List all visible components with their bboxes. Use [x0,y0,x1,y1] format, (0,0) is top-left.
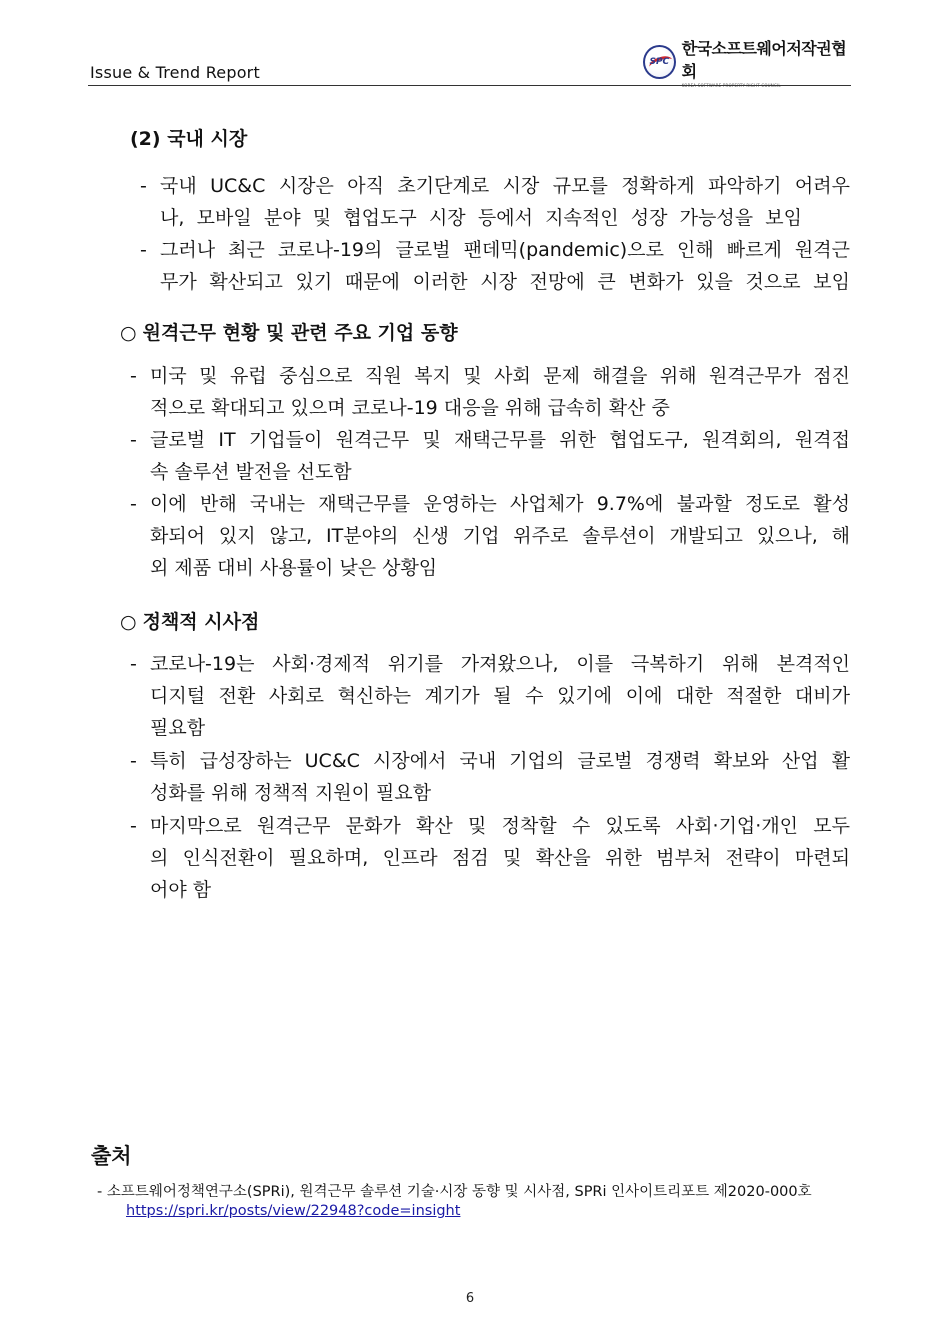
bullet-line: 무가 확산되고 있기 때문에 이러한 시장 전망에 큰 변화가 있을 것으로 보임 [160,271,850,293]
bullet-line: 디지털 전환 사회로 혁신하는 계기가 될 수 있기에 이에 대한 적절한 대비가 [150,685,850,707]
bullet-domestic-1-cont [160,202,802,234]
section-heading-text: 원격근무 현황 및 관련 주요 기업 동향 [142,322,458,344]
bullet-line: 국내 UC&C 시장은 아직 초기단계로 시장 규모를 정확하게 파악하기 어려우 [160,175,850,197]
report-title: Issue & Trend Report [90,63,260,82]
bullet-policy-3-cont2 [150,874,850,906]
bullet-domestic-2 [140,234,850,266]
logo-name: 한국소프트웨어저작권협회 [681,39,847,81]
bullet-line: 글로벌 IT 기업들이 원격근무 및 재택근무를 위한 협업도구, 원격회의, 원격접 [150,429,850,451]
bullet-line: 외 제품 대비 사용률이 낮은 상황임 [150,557,438,579]
bullet-line: 코로나-19는 사회·경제적 위기를 가져왔으나, 이를 극복하기 위해 본격적인 [150,653,850,675]
bullet-line: 화되어 있지 않고, IT분야의 신생 기업 위주로 솔루션이 개발되고 있으나, 해 [150,525,850,547]
bullet-line: 미국 및 유럽 중심으로 직원 복지 및 사회 문제 해결을 위해 원격근무가 점진 [150,365,850,387]
bullet-dash: - [130,815,137,837]
bullet-dash: - [140,239,147,261]
bullet-line: 속 솔루션 발전을 선도함 [150,461,352,483]
source-link[interactable]: https://spri.kr/posts/view/22948?code=insight [126,1203,461,1219]
source-heading: 출처 [91,1144,132,1168]
bullet-policy-3 [130,810,850,842]
bullet-domestic-2-cont [160,266,850,298]
bullet-remote-3 [130,488,850,520]
bullet-line: 어야 함 [150,879,212,901]
bullet-remote-1 [130,360,850,392]
bullet-policy-1-cont2 [150,712,850,744]
bullet-dash: - [140,175,147,197]
bullet-line: 그러나 최근 코로나-19의 글로벌 팬데믹(pandemic)으로 인해 빠르게 원격근 [160,239,850,261]
bullet-remote-2 [130,424,850,456]
bullet-line: 성화를 위해 정책적 지원이 필요함 [150,782,432,804]
logo-mark-text: SPC [649,57,670,67]
bullet-dash: - [130,365,137,387]
section-heading-domestic-market: (2) 국내 시장 [130,128,248,150]
bullet-remote-3-cont2 [150,552,850,584]
logo-text [682,36,853,88]
bullet-remote-2-cont [150,456,850,488]
bullet-domestic-1 [140,170,850,202]
bullet-policy-1 [130,648,850,680]
source-citation: - 소프트웨어정책연구소(SPRi), 원격근무 솔루션 기술·시장 동향 및 시사점, SPRi 인사이트리포트 제2020-000호 [97,1184,812,1200]
circle-bullet-icon: ○ [120,611,137,633]
association-logo [643,39,853,81]
bullet-line: 나, 모바일 분야 및 협업도구 시장 등에서 지속적인 성장 가능성을 보임 [160,207,802,229]
bullet-policy-2-cont [150,777,850,809]
bullet-line: 특히 급성장하는 UC&C 시장에서 국내 기업의 글로벌 경쟁력 확보와 산업 활 [150,750,850,772]
bullet-line: 필요함 [150,717,206,739]
bullet-line: 이에 반해 국내는 재택근무를 운영하는 사업체가 9.7%에 불과할 정도로 활성 [150,493,850,515]
circle-bullet-icon: ○ [120,322,137,344]
logo-mark-icon [643,45,676,79]
header-divider [88,85,851,86]
bullet-dash: - [130,750,137,772]
bullet-policy-3-cont [150,842,850,874]
bullet-dash: - [130,653,137,675]
bullet-remote-3-cont [150,520,850,552]
page-number: 6 [465,1291,475,1306]
bullet-policy-1-cont [150,680,850,712]
bullet-dash: - [130,493,137,515]
section-heading-policy [120,607,259,634]
bullet-line: 마지막으로 원격근무 문화가 확산 및 정착할 수 있도록 사회·기업·개인 모두 [150,815,850,837]
bullet-remote-1-cont [150,392,850,424]
section-heading-remote-work [120,318,458,345]
bullet-dash: - [130,429,137,451]
bullet-line: 의 인식전환이 필요하며, 인프라 점검 및 확산을 위한 범부처 전략이 마련되 [150,847,850,869]
bullet-line: 적으로 확대되고 있으며 코로나-19 대응을 위해 급속히 확산 중 [150,397,670,419]
section-heading-text: 정책적 시사점 [142,611,260,633]
bullet-policy-2 [130,745,850,777]
